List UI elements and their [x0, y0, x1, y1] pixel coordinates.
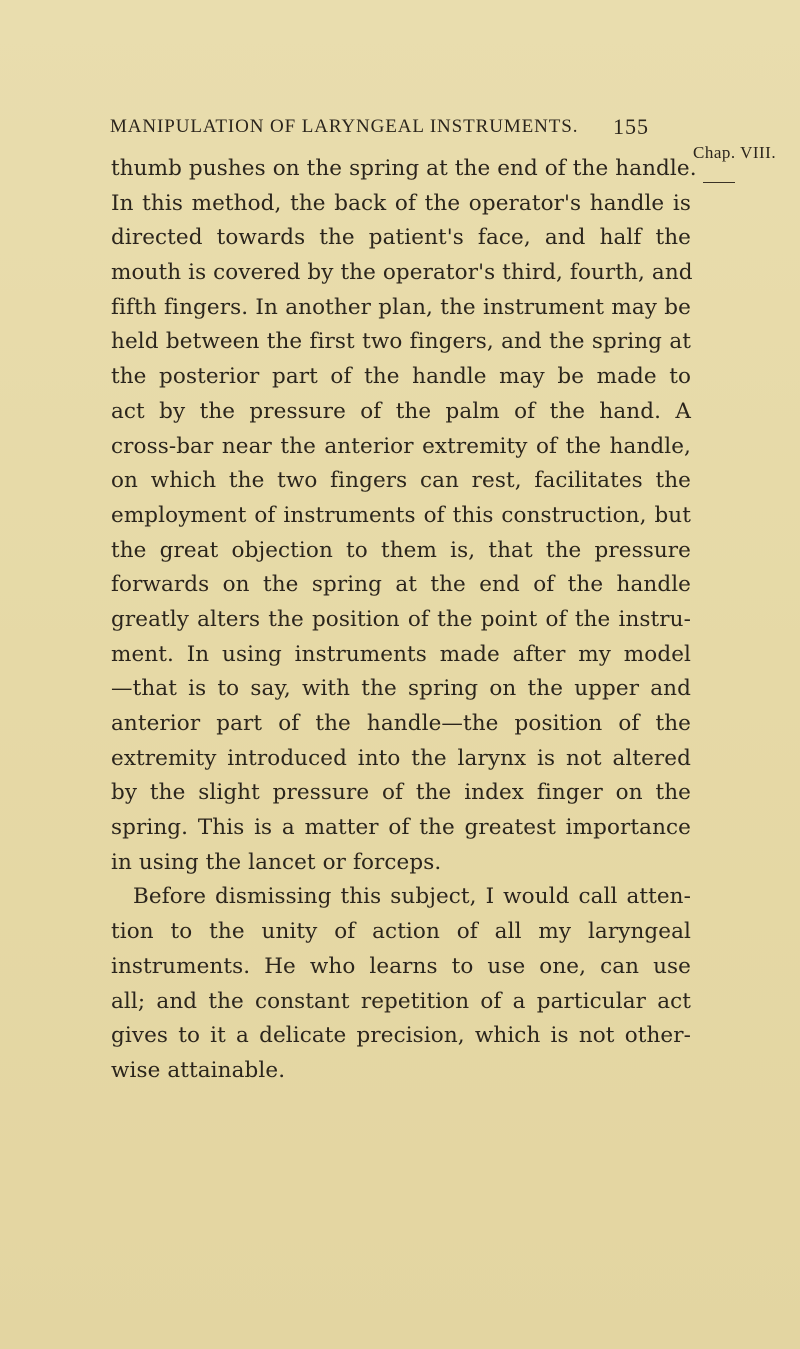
- text-line: act by the pressure of the palm of the hand. A: [111, 398, 691, 424]
- text-line: by the slight pressure of the index finger on the: [111, 780, 691, 806]
- text-line: the posterior part of the handle may be made to: [111, 364, 691, 390]
- text-line: gives to it a delicate precision, which is not other-: [111, 1023, 691, 1049]
- chapter-marker: Chap. VIII.: [693, 143, 777, 162]
- text-line: extremity introduced into the larynx is not altered: [111, 745, 691, 771]
- running-title: MANIPULATION OF LARYNGEAL INSTRUMENTS.: [110, 116, 579, 137]
- text-line: fifth fingers. In another plan, the instrument may be: [111, 294, 691, 320]
- paragraph-end-line: in using the lancet or forceps.: [111, 849, 442, 875]
- chapter-marker-rule: [703, 182, 735, 183]
- text-line: ment. In using instruments made after my model: [111, 641, 691, 667]
- text-line: mouth is covered by the operator's third, fourth, and: [111, 260, 693, 286]
- text-line: In this method, the back of the operator's handle is: [111, 190, 691, 216]
- text-line: thumb pushes on the spring at the end of the handle.: [111, 156, 697, 181]
- text-line: greatly alters the position of the point of the instru-: [111, 606, 691, 632]
- text-line: directed towards the patient's face, and half the: [111, 225, 691, 251]
- text-line: anterior part of the handle—the position of the: [111, 711, 691, 736]
- text-line: spring. This is a matter of the greatest importance: [111, 815, 691, 841]
- text-line: held between the first two fingers, and the spring at: [111, 329, 691, 355]
- paragraph-start-line: Before dismissing this subject, I would call atten-: [133, 884, 691, 910]
- page-number: 155: [613, 114, 649, 139]
- text-line: tion to the unity of action of all my laryngeal: [111, 919, 691, 945]
- text-line: employment of instruments of this construction, but: [111, 502, 691, 528]
- paragraph-end-line: wise attainable.: [111, 1057, 286, 1083]
- text-line: forwards on the spring at the end of the handle: [111, 572, 691, 598]
- text-line: cross-bar near the anterior extremity of the handle,: [111, 433, 691, 459]
- text-line: all; and the constant repetition of a particular act: [111, 988, 691, 1014]
- text-line: on which the two fingers can rest, facilitates the: [111, 468, 691, 494]
- body-text: [111, 152, 697, 1089]
- text-line: instruments. He who learns to use one, can use: [111, 953, 691, 979]
- running-head: [110, 116, 670, 138]
- text-line: the great objection to them is, that the pressure: [111, 537, 691, 563]
- text-line: —that is to say, with the spring on the upper and: [111, 676, 691, 702]
